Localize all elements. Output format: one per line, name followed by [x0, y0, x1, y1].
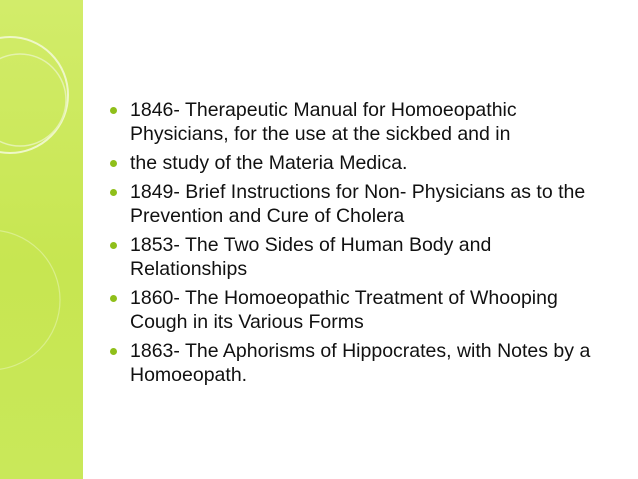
- decorative-arcs: [0, 0, 83, 479]
- list-item-text: 1853- The Two Sides of Human Body and Relationships: [130, 234, 492, 280]
- list-item: [110, 151, 610, 175]
- decorative-side-band: [0, 0, 83, 479]
- bullet-icon: [110, 295, 117, 302]
- list-item: [110, 180, 610, 228]
- bullet-icon: [110, 348, 117, 355]
- bullet-icon: [110, 107, 117, 114]
- list-item-text: 1846- Therapeutic Manual for Homoeopathic Physicians, for the use at the sickbed and in: [130, 99, 517, 145]
- bullet-icon: [110, 160, 117, 167]
- list-item-text: the study of the Materia Medica.: [130, 152, 408, 174]
- list-item: [110, 233, 610, 281]
- list-item: [110, 98, 610, 146]
- list-item: [110, 339, 610, 387]
- list-item-text: 1860- The Homoeopathic Treatment of Whooping Cough in its Various Forms: [130, 287, 558, 333]
- bullet-icon: [110, 242, 117, 249]
- list-item-text: 1849- Brief Instructions for Non- Physicians as to the Prevention and Cure of Cholera: [130, 181, 586, 227]
- bullet-list: [110, 98, 610, 392]
- bullet-icon: [110, 189, 117, 196]
- list-item-text: 1863- The Aphorisms of Hippocrates, with Notes by a Homoeopath.: [130, 340, 591, 386]
- list-item: [110, 286, 610, 334]
